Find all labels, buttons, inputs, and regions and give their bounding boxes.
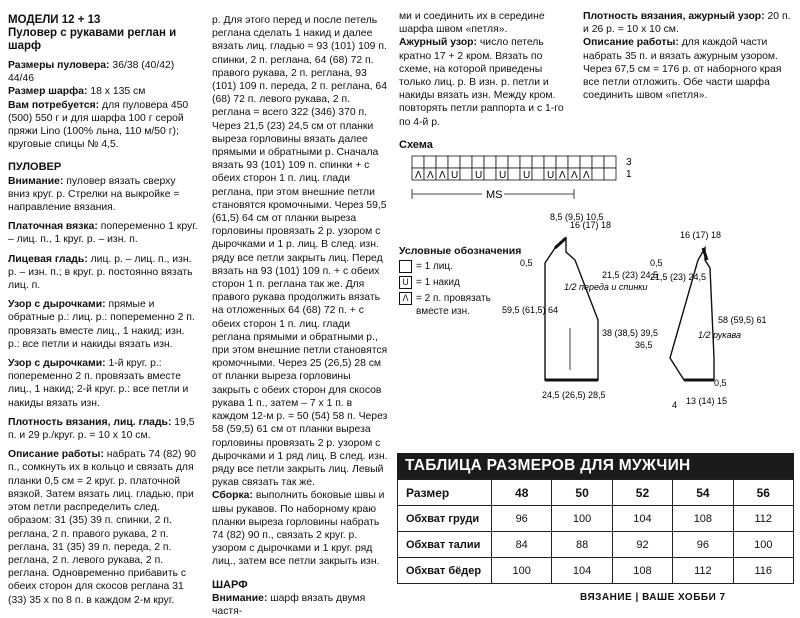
size-header-label: Размер [398, 480, 492, 506]
chart-cell [484, 156, 496, 168]
stockinette-value: лиц. р. – лиц. п., изн. р. – изн. п.; в круг. р. постоянно вязать лиц. п. [8, 253, 193, 292]
chart-symbol: Λ [559, 170, 566, 181]
chart-cell [508, 156, 520, 168]
pullover-sizes [8, 59, 198, 85]
table-cell: 116 [733, 558, 793, 584]
size-table-grid [397, 479, 794, 584]
shoulder-width: 16 (17) 18 [570, 220, 612, 230]
model-title: МОДЕЛИ 12 + 13 [8, 14, 101, 26]
front-width: 24,5 (26,5) 28,5 [542, 390, 606, 400]
table-cell: 84 [492, 532, 552, 558]
pullover-heading: ПУЛОВЕР [8, 161, 62, 174]
garter-value: попеременно 1 круг. – лиц. п., 1 круг. р. – изн. п. [8, 221, 198, 246]
chart-cell [460, 156, 472, 168]
table-cell: 96 [673, 532, 733, 558]
table-row [398, 558, 794, 584]
table-cell: 104 [552, 558, 612, 584]
chart-symbol: Λ [439, 170, 446, 181]
column-4 [583, 10, 793, 102]
row-label: Обхват талии [398, 532, 492, 558]
size-table [397, 453, 794, 584]
front-side: 38 (38,5) 39,5 [602, 328, 659, 338]
materials-value: для пуловера 450 (500) 550 г и для шарфа 100 г серой пряжи Lino (100% льна, 110 м/50 г); круговые спицы № 4,5. [8, 99, 189, 151]
chart-cell [556, 156, 568, 168]
table-cell: 100 [552, 506, 612, 532]
sleeve-hem-top: 0,5 [650, 258, 663, 268]
chart-symbol: U [499, 170, 507, 181]
openwork-gauge-value: 20 п. и 26 р. = 10 x 10 см. [583, 11, 791, 36]
legend-decrease-text: = 2 п. провязать вместе изн. [416, 293, 491, 317]
sleeve-pattern [635, 230, 767, 410]
chart-symbol: U [523, 170, 531, 181]
knitting-chart [398, 152, 638, 202]
table-row [398, 506, 794, 532]
table-cell: 108 [612, 558, 672, 584]
table-cell: 100 [492, 558, 552, 584]
attention-value: пуловер вязать сверху вниз круг. р. Стрелки на выкройке = направление вязания. [8, 175, 180, 214]
attention-label: Внимание: [8, 175, 64, 187]
chart-cell [592, 156, 604, 168]
table-cell: 96 [492, 506, 552, 532]
ms-label: MS [486, 189, 503, 201]
front-raglan: 21,5 (23) 24,5 [602, 270, 659, 280]
scarf-size-label: Размер шарфа: [8, 86, 88, 98]
chart-cell [544, 156, 556, 168]
sleeve-cuff-measure: 13 (14) 15 [686, 396, 728, 406]
schema-label: Схема [399, 139, 433, 151]
sleeve-outline [670, 248, 714, 380]
chart-grid [412, 156, 616, 181]
chart-cell [520, 156, 532, 168]
scarf-size [8, 85, 198, 98]
knit-symbol-icon [399, 260, 412, 273]
scarf-attention [212, 592, 389, 618]
table-cell: 88 [552, 532, 612, 558]
sizes-label: Размеры пуловера: [8, 60, 110, 71]
table-cell: 104 [612, 506, 672, 532]
eyelet-flat-value: прямые и обратные р.: лиц. р.: попеременно 2 п. провязать вместе лиц., 1 накид; изн. р.: все петли и накиды вязать изн. [8, 299, 195, 350]
column-2 [212, 14, 389, 618]
sleeve-hem-bottom: 0,5 [714, 378, 727, 388]
openwork-value: число петель кратно 17 + 2 кром. Вязать по схеме, на которой приведены только лиц. р. В изн. р. петли и накиды вязать изн. Между кром. повторять петли раппорта и с 1-го по 4-й р. [399, 37, 564, 128]
sizes-value: 36/38 (40/42) 44/46 [8, 60, 175, 85]
openwork-gauge-label: Плотность вязания, ажурный узор: [583, 11, 765, 22]
table-cell: 112 [733, 506, 793, 532]
chart-cell [604, 168, 616, 180]
chart-cell [412, 156, 424, 168]
legend-yarnover-text: = 1 накид [416, 277, 460, 288]
chart-cell [472, 156, 484, 168]
scarf-continued: ми и соединить их в середине шарфа швом «петля». [399, 11, 545, 36]
legend-title: Условные обозначения [399, 245, 522, 257]
chart-cell [604, 156, 616, 168]
stockinette [8, 253, 198, 293]
scarf-attention-label: Внимание: [212, 592, 268, 604]
row-label: Обхват груди [398, 506, 492, 532]
garter-label: Платочная вязка: [8, 221, 98, 233]
scarf-description [583, 36, 793, 102]
size-table-title: ТАБЛИЦА РАЗМЕРОВ ДЛЯ МУЖЧИН [397, 453, 794, 479]
size-header-cell: 54 [673, 480, 733, 506]
eyelet-pattern-round [8, 357, 198, 410]
chart-cell [508, 168, 520, 180]
size-header-cell: 50 [552, 480, 612, 506]
scarf-heading: ШАРФ [212, 578, 248, 591]
eyelet-round-label: Узор с дырочками: [8, 358, 106, 370]
chart-row-3: 3 [626, 157, 632, 168]
gauge [8, 416, 198, 442]
stockinette-label: Лицевая гладь: [8, 253, 88, 265]
column-1 [8, 14, 198, 607]
sleeve-length: 58 (59,5) 61 [718, 315, 767, 325]
gauge-label: Плотность вязания, лиц. гладь: [8, 416, 172, 428]
size-header-cell: 56 [733, 480, 793, 506]
openwork-gauge [583, 10, 793, 36]
chart-cell [496, 156, 508, 168]
size-header-cell: 52 [612, 480, 672, 506]
assembly [212, 489, 389, 568]
assembly-value: выполнить боковые швы и швы рукавов. По наборному краю планки выреза горловины набрать 74 (82) 90 п., связать 2 круг. р. узором с дырочками и 1 круг. ряд лиц., затем все петли закрыть изн. [212, 490, 385, 568]
eyelet-flat-label: Узор с дырочками: [8, 299, 106, 311]
chart-cell [532, 168, 544, 180]
materials-label: Вам потребуется: [8, 99, 100, 111]
sleeve-cuff-width-small: 4 [672, 400, 678, 410]
table-cell: 100 [733, 532, 793, 558]
front-label [564, 282, 648, 292]
table-cell: 112 [673, 558, 733, 584]
sleeve-label: 1/2 рукава [698, 330, 741, 340]
materials [8, 99, 198, 152]
scarf-desc-label: Описание работы: [583, 37, 679, 49]
chart-symbol: Λ [427, 170, 434, 181]
chart-symbol: Λ [583, 170, 590, 181]
column-3 [399, 10, 577, 129]
scarf-size-value: 18 x 135 см [90, 86, 146, 98]
sleeve-raglan: 21,5 (23) 24,5 [650, 272, 707, 282]
yarnover-symbol-icon: U [399, 276, 412, 289]
page-footer: ВЯЗАНИЕ | ВАШЕ ХОББИ 7 [580, 592, 726, 603]
table-row [398, 532, 794, 558]
chart-symbol: Λ [571, 170, 578, 181]
chart-cell [568, 156, 580, 168]
table-cell: 108 [673, 506, 733, 532]
gauge-value: 19,5 п. и 29 р./круг. р. = 10 x 10 см. [8, 416, 195, 442]
legend-knit-text: = 1 лиц. [416, 261, 453, 272]
chart-symbol: U [475, 170, 483, 181]
chart-symbol: Λ [415, 170, 422, 181]
eyelet-round-value: 1-й круг. р.: попеременно 2 п. провязать вместе лиц., 1 накид; 2-й круг. р.: все петли и накиды вязать изн. [8, 358, 189, 409]
scarf-attention-value: шарф вязать двумя частя- [212, 592, 366, 617]
decrease-symbol-icon: Λ [399, 292, 412, 305]
size-header-row [398, 480, 794, 506]
chart-cell [436, 156, 448, 168]
chart-cell [580, 156, 592, 168]
instructions-continued: р. Для этого перед и после петель реглана сделать 1 накид и далее вязать лиц. гладью = 93 (101) 109 п. спинки, 2 п. реглана, 64 (68) 72 п. правого рукава, 2 п. реглана, 93 (101) 109 п. переда, 2 п. реглана, 64 (68) 72 п. левого рукава, 2 п. реглана = всего 322 (346) 370 п. Через 21,5 (23) 24,5 см от планки выреза горловины вязать далее прямыми и обратными р. Сначала вязать 93 (101) 109 п. спинки + с обеих сторон 1 п. лиц. глади реглана, при этом внешние петли становятся кромочными. Через 59,5 (61,5) 64 см от планки выреза горловины провязать 2 р. узором с дырочками и 1 р. лиц. В след. изн. ряду все петли закрыть лиц. Перед вязать на 93 (101) 109 п. + с обеих сторон 1 п. реглана так же. Для правого рукава продолжить вязать на отложенных 64 (68) 72 п. + с обеих сторон 1 п. лиц. глади реглана прямыми и обратными р., при этом внешние петли становятся кромочными. Через 25 (26,5) 28 см от планки выреза горловины закрыть с обеих сторон для скосов рукава 1 п., затем – 7 x 1 п. в каждом 12-м р. = 50 (54) 58 п. Через 58 (59,5) 61 см от планки выреза горловины провязать 2 р. узором с дырочками и 1 ряд лиц. В след. изн. ряду все петли закрыть лиц. Левый рукав связать так же. [212, 15, 388, 489]
sleeve-top: 16 (17) 18 [680, 230, 722, 240]
sleeve-top-band [703, 248, 707, 260]
front-neck-band [555, 238, 566, 248]
front-length: 59,5 (61,5) 64 [502, 305, 559, 315]
chart-cell [532, 156, 544, 168]
chart-symbol: U [451, 170, 459, 181]
chart-cell [484, 168, 496, 180]
chart-cell [592, 168, 604, 180]
pattern-diagrams [500, 208, 800, 448]
assembly-label: Сборка: [212, 490, 253, 502]
chart-cell [424, 156, 436, 168]
eyelet-pattern-flat [8, 298, 198, 351]
chart-cell [448, 156, 460, 168]
garter-stitch [8, 220, 198, 246]
openwork-pattern [399, 36, 577, 128]
work-desc-value: набрать 74 (82) 90 п., сомкнуть их в кольцо и связать для планки 0,5 см = 2 круг. р. платочной вязкой. Затем вязать лиц. гладью, при этом петли распределить след. образом: 31 (35) 39 п. спинки, 2 п. реглана, 2 п. правого рукава, 2 п. реглана, 31 (35) 39 п. переда, 2 п. реглана, 2 п. левого рукава, 2 п. реглана. Одновременно прибавить с обеих сторон для скосов реглана 31 (33) 35 x по 8 п. в каждом 2-м круг. [8, 449, 196, 606]
size-header-cell: 48 [492, 480, 552, 506]
scarf-desc-value: для каждой части набрать 35 п. и вязать ажурным узором. Через 67,5 см = 176 р. от наборного края все петли отложить. Обе части шарфа соединить швом «петля». [583, 37, 782, 102]
work-desc-label: Описание работы: [8, 449, 104, 461]
model-subtitle: Пуловер с рукавами реглан и шарф [8, 27, 177, 52]
openwork-label: Ажурный узор: [399, 37, 477, 49]
sleeve-width: 36,5 [635, 340, 653, 350]
neck-width: 8,5 (9,5) 10,5 [550, 212, 604, 222]
front-back-pattern [502, 212, 658, 400]
front-label-text: 1/2 переда и спинки [564, 282, 648, 292]
row-label: Обхват бёдер [398, 558, 492, 584]
chart-row-1: 1 [626, 169, 632, 180]
chart-symbol: U [547, 170, 555, 181]
chart-cell [460, 168, 472, 180]
work-description [8, 448, 198, 606]
front-hem-top: 0,5 [520, 258, 533, 268]
table-cell: 92 [612, 532, 672, 558]
attention [8, 175, 198, 215]
